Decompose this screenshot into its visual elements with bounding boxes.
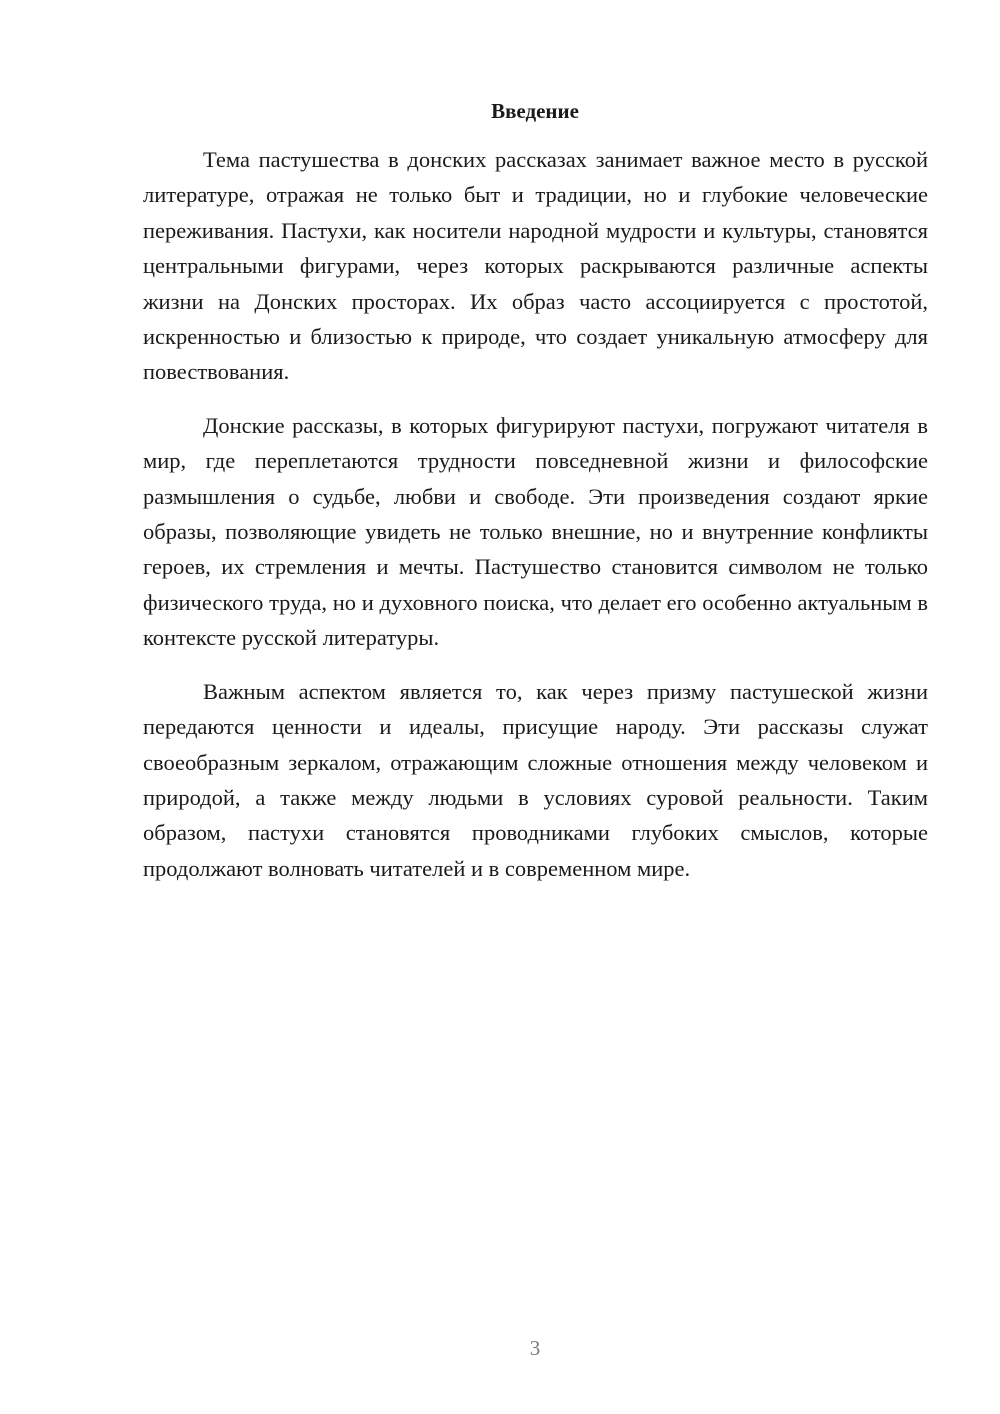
paragraph-2: Донские рассказы, в которых фигурируют пастухи, погружают читателя в мир, где переплетаются трудности повседневной жизни и философские размышления о судьбе, любви и свободе. Эти произведения создают яркие образы, позволяющие увидеть не только внешние, но и внутренние конфликты героев, их стремления и мечты. Пастушество становится символом не только физического труда, но и духовного поиска, что делает его особенно актуальным в контексте русской литературы. bbox=[143, 412, 928, 651]
body-text bbox=[143, 142, 928, 904]
page-number: 3 bbox=[529, 1336, 541, 1360]
section-heading: Введение bbox=[491, 99, 579, 123]
paragraph-3: Важным аспектом является то, как через призму пастушеской жизни передаются ценности и идеалы, присущие народу. Эти рассказы служат своеобразным зеркалом, отражающим сложные отношения между человеком и природой, а также между людьми в условиях суровой реальности. Таким образом, пастухи становятся проводниками глубоких смыслов, которые продолжают волновать читателей и в современном мире. bbox=[143, 678, 928, 881]
paragraph-1: Тема пастушества в донских рассказах занимает важное место в русской литературе, отражая не только быт и традиции, но и глубокие человеческие переживания. Пастухи, как носители народной мудрости и культуры, становятся центральными фигурами, через которых раскрываются различные аспекты жизни на Донских просторах. Их образ часто ассоциируется с простотой, искренностью и близостью к природе, что создает уникальную атмосферу для повествования. bbox=[143, 147, 928, 385]
